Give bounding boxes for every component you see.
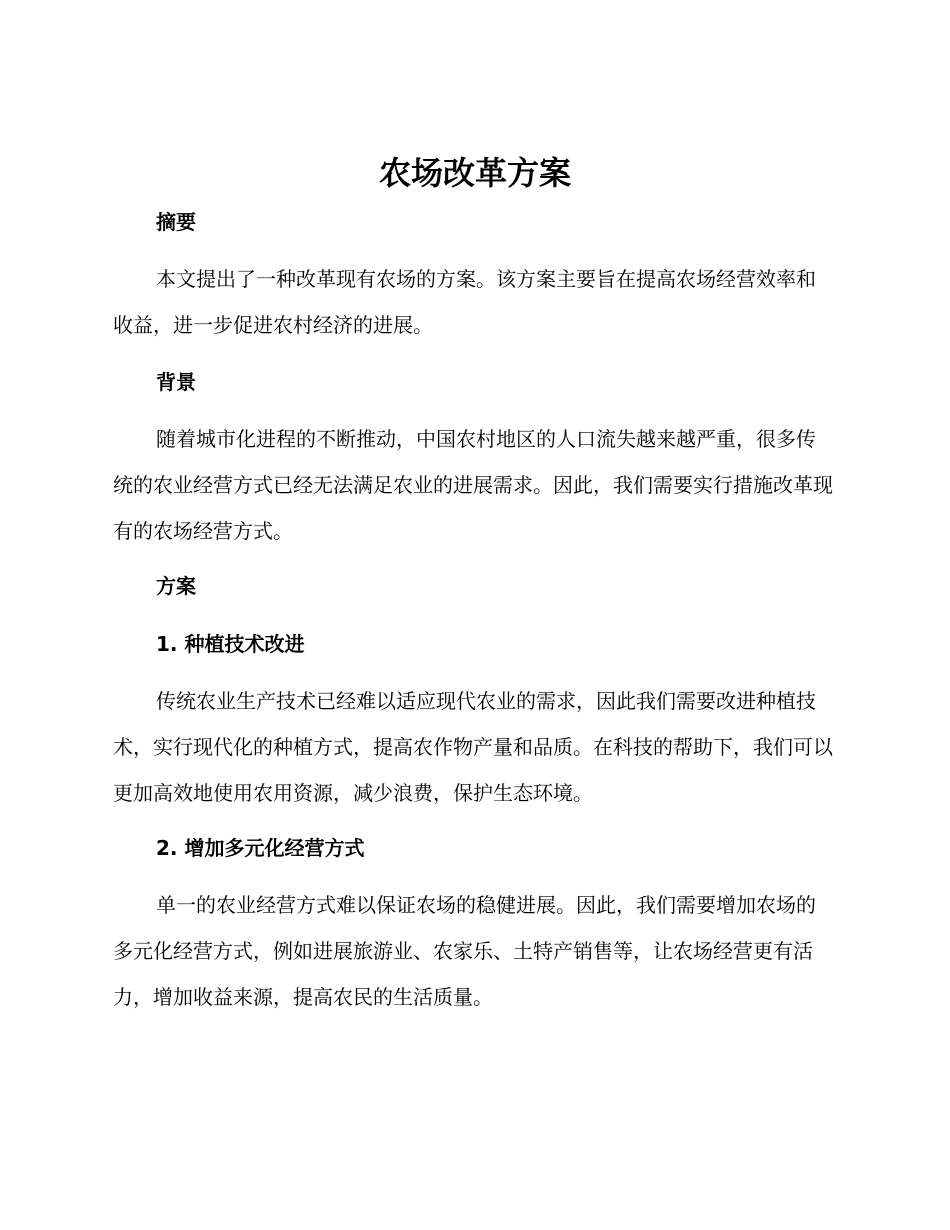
document-title: 农场改革方案 xyxy=(378,154,571,192)
plan-item-1-heading: 1. 种植技术改进 xyxy=(156,632,305,656)
background-heading: 背景 xyxy=(156,370,196,394)
plan-item-1-paragraph: 传统农业生产技术已经难以适应现代农业的需求，因此我们需要改进种植技术，实行现代化的种植方式，提高农作物产量和品质。在科技的帮助下，我们可以更加高效地使用农用资源，减少浪费，保护生态环境。 xyxy=(113,689,833,805)
abstract-paragraph: 本文提出了一种改革现有农场的方案。该方案主要旨在提高农场经营效率和收益，进一步促进农村经济的进展。 xyxy=(113,267,816,337)
abstract-heading: 摘要 xyxy=(156,210,196,234)
background-paragraph: 随着城市化进程的不断推动，中国农村地区的人口流失越来越严重，很多传统的农业经营方式已经无法满足农业的进展需求。因此，我们需要实行措施改革现有的农场经营方式。 xyxy=(113,427,833,543)
plan-heading: 方案 xyxy=(156,574,196,598)
plan-item-2-paragraph: 单一的农业经营方式难以保证农场的稳健进展。因此，我们需要增加农场的多元化经营方式，例如进展旅游业、农家乐、土特产销售等，让农场经营更有活力，增加收益来源，提高农民的生活质量。 xyxy=(113,893,816,1009)
plan-item-2-heading: 2. 增加多元化经营方式 xyxy=(156,836,365,860)
